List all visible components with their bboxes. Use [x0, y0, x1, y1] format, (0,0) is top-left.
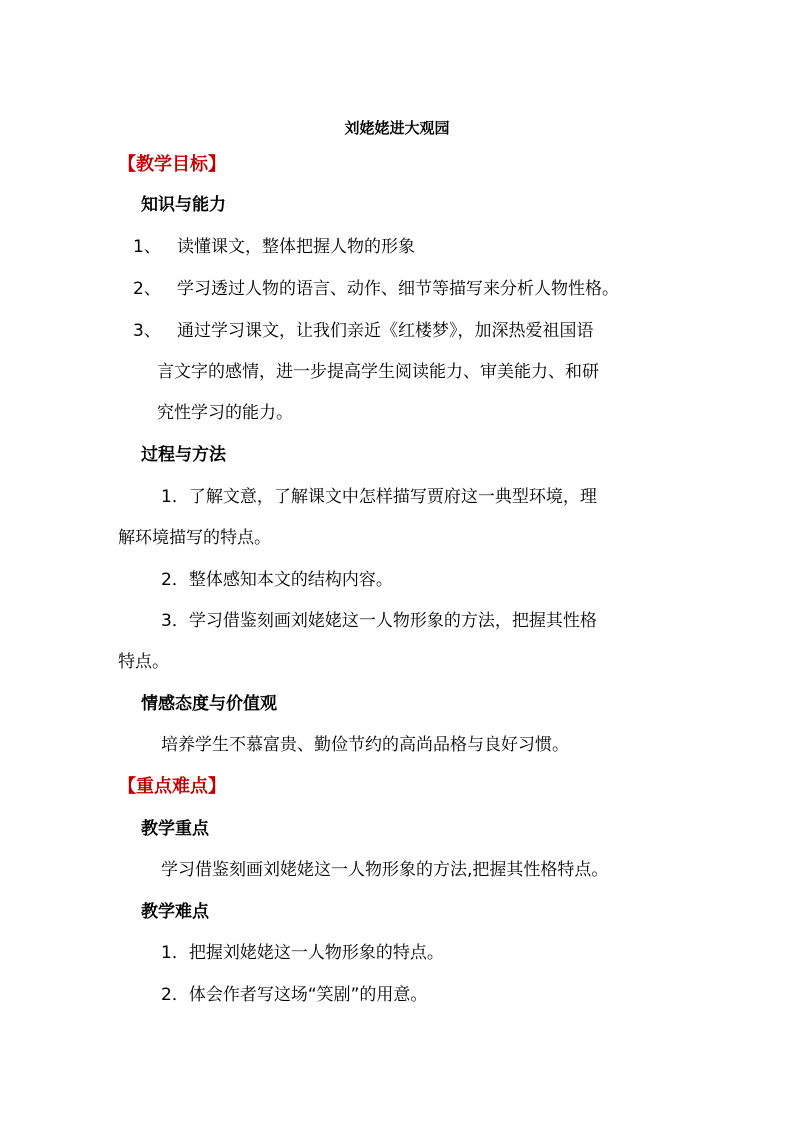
emotion-text: 培养学生不慕富贵、勤俭节约的高尚品格与良好习惯。 — [161, 735, 569, 755]
difficulty-heading: 教学难点 — [141, 902, 209, 922]
knowledge-item-3-number: 3、 — [133, 321, 161, 341]
difficulty-item-2: 2．体会作者写这场“笑剧”的用意。 — [161, 985, 428, 1005]
emotion-heading: 情感态度与价值观 — [141, 694, 277, 714]
difficulty-item-1: 1．把握刘姥姥这一人物形象的特点。 — [161, 943, 444, 963]
knowledge-item-2-number: 2、 — [133, 279, 161, 299]
knowledge-item-3-continuation-1: 言文字的感情，进一步提高学生阅读能力、审美能力、和研 — [157, 362, 599, 382]
knowledge-item-2-text: 学习透过人物的语言、动作、细节等描写来分析人物性格。 — [177, 279, 619, 299]
teaching-goals-heading: 【教学目标】 — [118, 154, 226, 175]
process-item-1-line-2: 解环境描写的特点。 — [118, 528, 271, 548]
process-item-3-line-2: 特点。 — [118, 652, 169, 672]
process-item-3-line-1: 3．学习借鉴刻画刘姥姥这一人物形象的方法，把握其性格 — [161, 611, 597, 631]
focus-heading: 教学重点 — [141, 819, 209, 839]
process-heading: 过程与方法 — [141, 445, 226, 465]
key-points-heading: 【重点难点】 — [118, 776, 226, 797]
document-title: 刘姥姥进大观园 — [344, 119, 450, 137]
process-item-2: 2．整体感知本文的结构内容。 — [161, 570, 393, 590]
knowledge-item-1-number: 1、 — [133, 237, 161, 257]
focus-text: 学习借鉴刻画刘姥姥这一人物形象的方法,把握其性格特点。 — [161, 860, 609, 880]
knowledge-item-3-continuation-2: 究性学习的能力。 — [157, 403, 293, 423]
knowledge-heading: 知识与能力 — [141, 195, 226, 215]
process-item-1-line-1: 1．了解文意，了解课文中怎样描写贾府这一典型环境，理 — [161, 487, 597, 507]
knowledge-item-3-text: 通过学习课文，让我们亲近《红楼梦》，加深热爱祖国语 — [177, 321, 594, 341]
knowledge-item-1-text: 读懂课文，整体把握人物的形象 — [177, 237, 415, 257]
